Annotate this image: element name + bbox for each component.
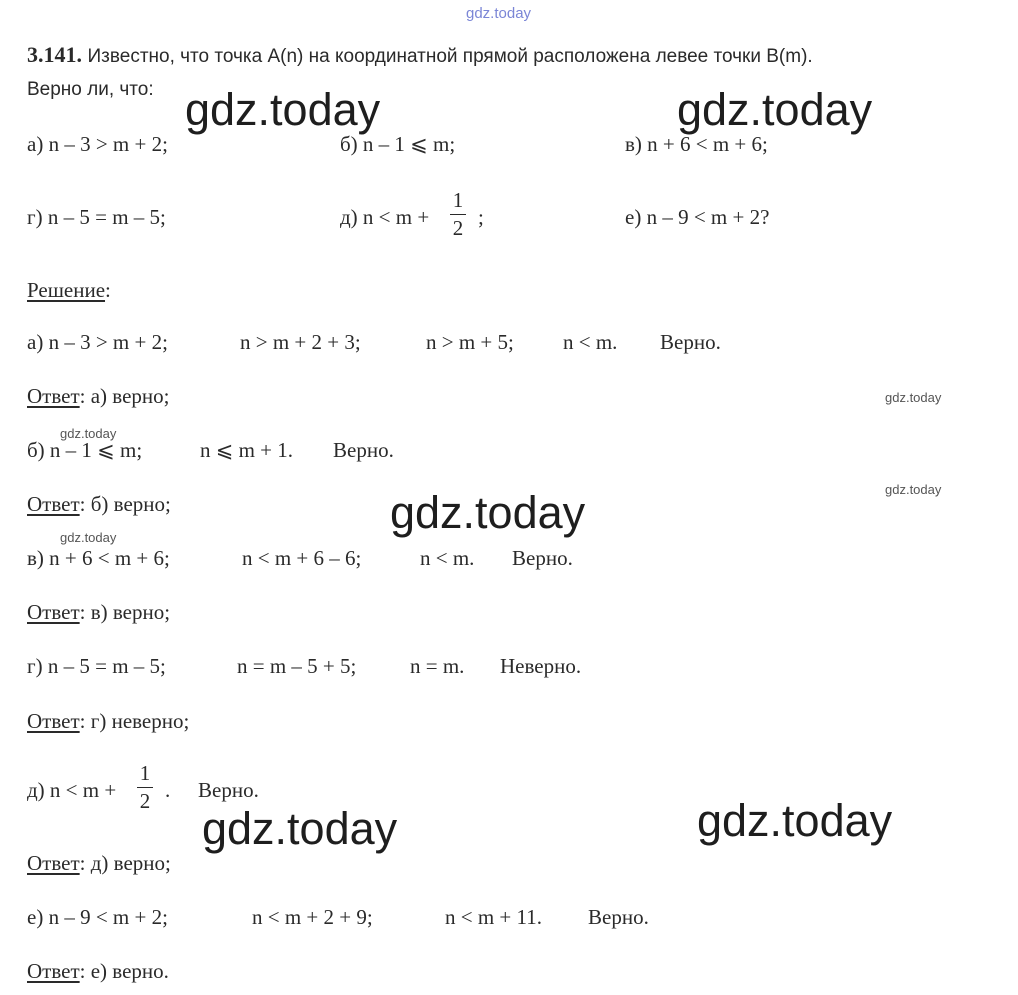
solution-heading-colon: : bbox=[105, 278, 111, 302]
solution-b-step1: б) n – 1 ⩽ m; bbox=[27, 438, 143, 462]
solution-v-step2: n < m + 6 – 6; bbox=[242, 546, 362, 570]
answer-v-word: Ответ bbox=[27, 600, 80, 624]
solution-g-step3: n = m. bbox=[410, 654, 465, 678]
solution-a-step1: а) n – 3 > m + 2; bbox=[27, 330, 168, 354]
watermark-big-1: gdz.today bbox=[185, 84, 381, 135]
solution-e-verdict: Верно. bbox=[588, 905, 649, 929]
answer-v bbox=[27, 602, 170, 623]
watermark-top: gdz.today bbox=[466, 5, 532, 22]
watermark-big-5: gdz.today bbox=[697, 795, 893, 846]
answer-d-word: Ответ bbox=[27, 851, 80, 875]
problem-item-d: д) n < m + bbox=[340, 205, 430, 229]
watermark-small-1: gdz.today bbox=[885, 390, 942, 405]
fraction-bar bbox=[450, 214, 466, 215]
solution-e-step3: n < m + 11. bbox=[445, 905, 542, 929]
watermark-small-3: gdz.today bbox=[885, 482, 942, 497]
problem-item-g: г) n – 5 = m – 5; bbox=[27, 205, 166, 229]
watermark-small-2: gdz.today bbox=[60, 426, 117, 441]
problem-item-d-end: ; bbox=[478, 205, 484, 229]
answer-g bbox=[27, 711, 189, 732]
solution-b-verdict: Верно. bbox=[333, 438, 394, 462]
answer-a-word: Ответ bbox=[27, 384, 80, 408]
answer-b-word: Ответ bbox=[27, 492, 80, 516]
fraction-denominator: 2 bbox=[139, 789, 151, 813]
watermark-small-4: gdz.today bbox=[60, 530, 117, 545]
solution-a-verdict: Верно. bbox=[660, 330, 721, 354]
solution-heading bbox=[27, 280, 111, 301]
answer-g-text: : г) неверно; bbox=[79, 709, 190, 733]
solution-d-verdict: Верно. bbox=[198, 778, 259, 802]
problem-header bbox=[27, 44, 813, 66]
answer-e-word: Ответ bbox=[27, 959, 80, 983]
problem-item-v: в) n + 6 < m + 6; bbox=[625, 132, 768, 156]
fraction-numerator: 1 bbox=[452, 188, 464, 212]
answer-a bbox=[27, 386, 169, 407]
problem-item-e: е) n – 9 < m + 2? bbox=[625, 205, 770, 229]
solution-d-end: . bbox=[165, 778, 171, 802]
solution-a-step2: n > m + 2 + 3; bbox=[240, 330, 361, 354]
solution-g-step1: г) n – 5 = m – 5; bbox=[27, 654, 166, 678]
solution-v-step3: n < m. bbox=[420, 546, 475, 570]
fraction-denominator: 2 bbox=[452, 216, 464, 240]
solution-v-verdict: Верно. bbox=[512, 546, 573, 570]
fraction-numerator: 1 bbox=[139, 761, 151, 785]
answer-a-text: : а) верно; bbox=[79, 384, 170, 408]
solution-g-step2: n = m – 5 + 5; bbox=[237, 654, 357, 678]
solution-d-step1: д) n < m + bbox=[27, 778, 117, 802]
fraction-bar bbox=[137, 787, 153, 788]
problem-question: Верно ли, что: bbox=[27, 79, 154, 100]
solution-a-step3: n > m + 5; bbox=[426, 330, 514, 354]
problem-number: 3.141. bbox=[27, 42, 82, 67]
watermark-big-3: gdz.today bbox=[390, 487, 586, 538]
answer-b-text: : б) верно; bbox=[79, 492, 171, 516]
solution-e-step2: n < m + 2 + 9; bbox=[252, 905, 373, 929]
problem-text: Известно, что точка A(n) на координатной прямой расположена левее точки B(m). bbox=[87, 46, 813, 67]
solution-g-verdict: Неверно. bbox=[500, 654, 582, 678]
solution-b-step2: n ⩽ m + 1. bbox=[200, 438, 294, 462]
answer-e-text: : е) верно. bbox=[79, 959, 169, 983]
solution-heading-word: Решение bbox=[27, 278, 106, 302]
solution-a-step4: n < m. bbox=[563, 330, 618, 354]
problem-item-d-fraction bbox=[450, 190, 466, 239]
watermark-big-4: gdz.today bbox=[202, 803, 398, 854]
solution-v-step1: в) n + 6 < m + 6; bbox=[27, 546, 170, 570]
answer-v-text: : в) верно; bbox=[79, 600, 171, 624]
solution-d-fraction bbox=[137, 763, 153, 812]
problem-item-a: а) n – 3 > m + 2; bbox=[27, 132, 168, 156]
answer-e bbox=[27, 961, 169, 982]
answer-g-word: Ответ bbox=[27, 709, 80, 733]
answer-d-text: : д) верно; bbox=[79, 851, 171, 875]
solution-e-step1: е) n – 9 < m + 2; bbox=[27, 905, 168, 929]
answer-d bbox=[27, 853, 171, 874]
problem-item-b: б) n – 1 ⩽ m; bbox=[340, 132, 456, 156]
answer-b bbox=[27, 494, 171, 515]
watermark-big-2: gdz.today bbox=[677, 84, 873, 135]
